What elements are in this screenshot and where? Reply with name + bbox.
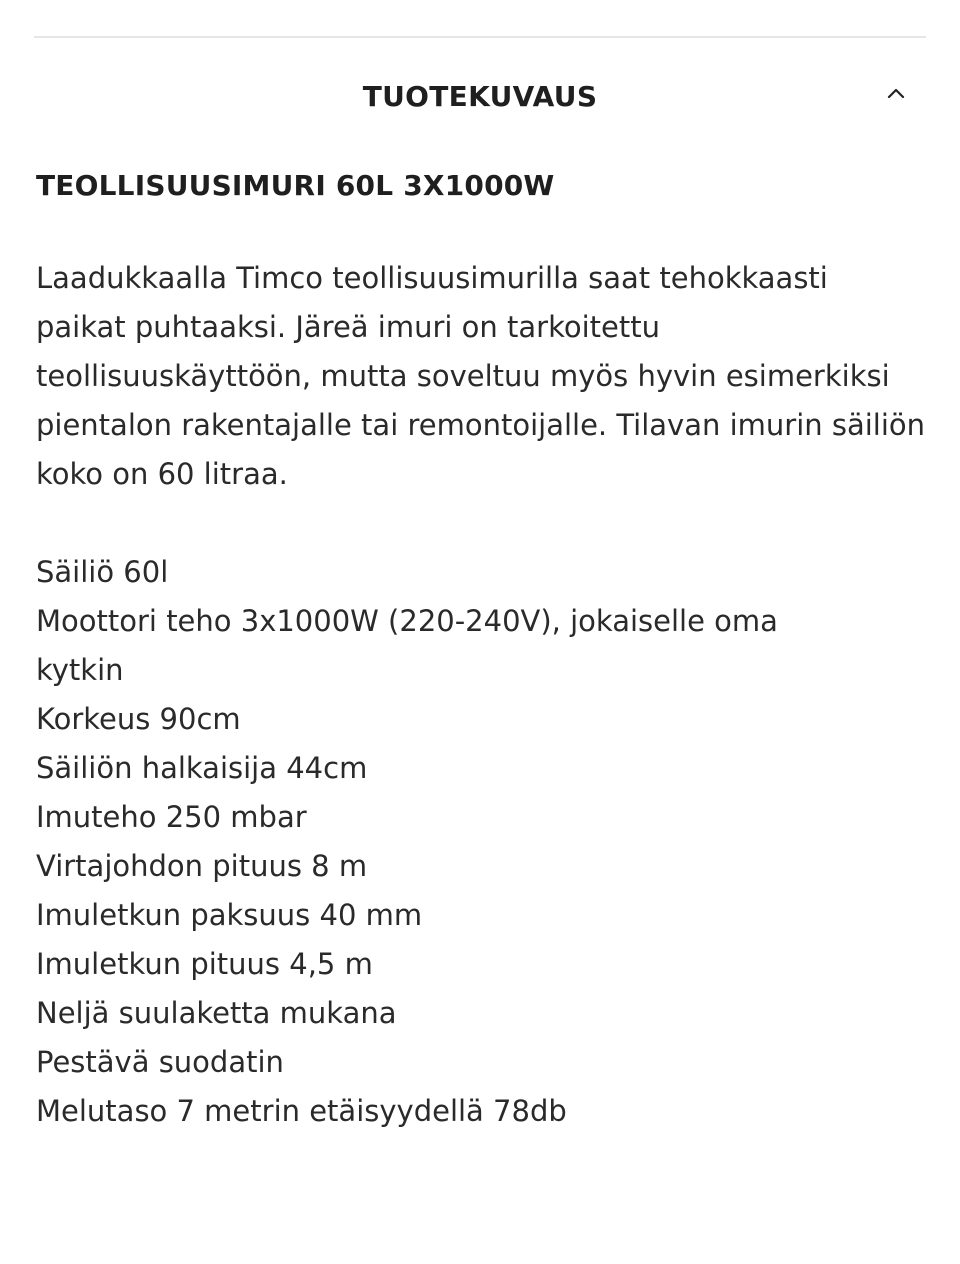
section-title: TUOTEKUVAUS (362, 80, 598, 113)
spec-list (36, 548, 866, 1136)
spec-item: Säiliön halkaisija 44cm (36, 751, 368, 785)
product-description-panel (36, 166, 926, 1136)
spec-item: Virtajohdon pituus 8 m (36, 849, 368, 883)
spec-item: Korkeus 90cm (36, 702, 241, 736)
spec-item: Moottori teho 3x1000W (220-240V), jokaiselle oma kytkin (36, 604, 778, 687)
top-divider (34, 36, 926, 38)
product-description: Laadukkaalla Timco teollisuusimurilla saat tehokkaasti paikat puhtaaksi. Järeä imuri on tarkoitettu teollisuuskäyttöön, mutta soveltuu myös hyvin esimerkiksi pientalon rakentajalle tai remontoijalle. Tilavan imurin säiliön koko on 60 litraa. (36, 261, 926, 491)
spec-item: Imuletkun paksuus 40 mm (36, 898, 423, 932)
product-description-accordion-header[interactable] (34, 68, 926, 132)
spec-item: Pestävä suodatin (36, 1045, 284, 1079)
spec-item: Neljä suulaketta mukana (36, 996, 397, 1030)
spec-item: Säiliö 60l (36, 555, 169, 589)
chevron-up-icon[interactable] (884, 82, 908, 106)
spec-item: Imuteho 250 mbar (36, 800, 307, 834)
spec-item: Imuletkun pituus 4,5 m (36, 947, 373, 981)
product-title: TEOLLISUUSIMURI 60L 3X1000W (36, 169, 555, 202)
spec-item: Melutaso 7 metrin etäisyydellä 78db (36, 1094, 567, 1128)
